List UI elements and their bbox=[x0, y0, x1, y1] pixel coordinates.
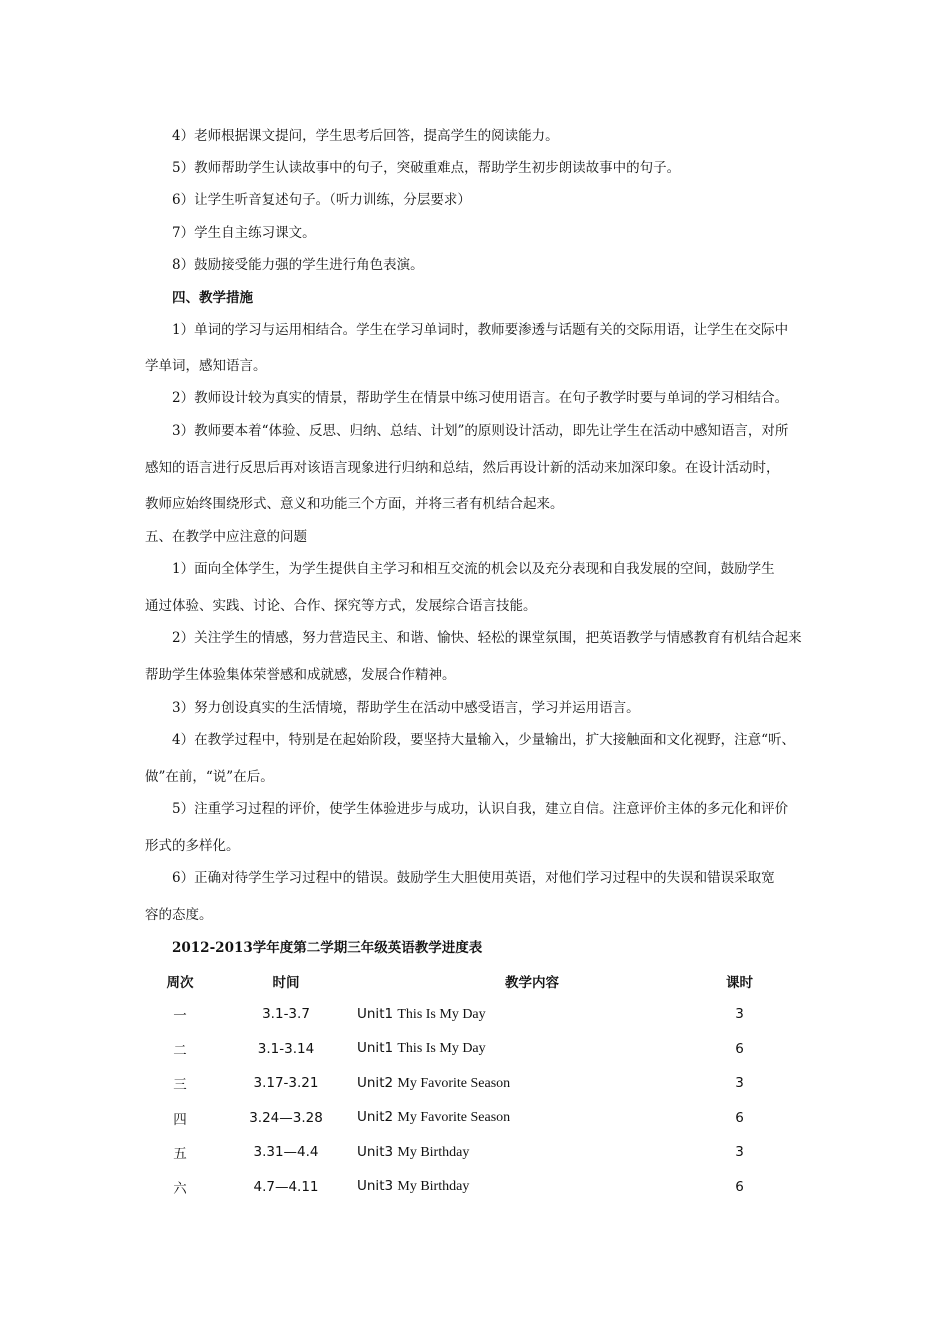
week-cell: 四 bbox=[173, 1111, 187, 1128]
hours-cell: 3 bbox=[735, 1006, 744, 1023]
table-row bbox=[145, 997, 772, 1032]
hours-cell: 6 bbox=[735, 1040, 744, 1057]
content-cell bbox=[357, 1135, 707, 1170]
header-week: 周次 bbox=[166, 975, 194, 991]
hours-cell: 6 bbox=[735, 1109, 744, 1126]
section5-p5-line2: 形式的多样化。 bbox=[145, 838, 240, 854]
step-item-5: 5）教师帮助学生认读故事中的句子，突破重难点，帮助学生初步朗读故事中的句子。 bbox=[172, 160, 681, 176]
schedule-header-row bbox=[145, 965, 772, 997]
unit-title: My Birthday bbox=[397, 1144, 470, 1160]
table-row bbox=[145, 1101, 772, 1136]
unit-label: Unit3 bbox=[357, 1178, 394, 1195]
section4-p1-line1: 1）单词的学习与运用相结合。学生在学习单词时，教师要渗透与话题有关的交际用语，让学生在交际中 bbox=[172, 322, 789, 338]
table-row bbox=[145, 1170, 772, 1205]
section5-p1-line1: 1）面向全体学生，为学生提供自主学习和相互交流的机会以及充分表现和自我发展的空间，鼓励学生 bbox=[172, 561, 775, 577]
section5-p3-line1: 3）努力创设真实的生活情境，帮助学生在活动中感受语言，学习并运用语言。 bbox=[172, 700, 640, 716]
table-row bbox=[145, 1032, 772, 1067]
section5-p2-line2: 帮助学生体验集体荣誉感和成就感，发展合作精神。 bbox=[145, 667, 456, 683]
section5-p6-line1: 6）正确对待学生学习过程中的错误。鼓励学生大胆使用英语，对他们学习过程中的失误和错误采取宽 bbox=[172, 870, 775, 886]
step-item-6: 6）让学生听音复述句子。（听力训练，分层要求） bbox=[172, 192, 471, 208]
schedule-table bbox=[145, 965, 772, 1204]
section4-p1-line2: 学单词，感知语言。 bbox=[145, 358, 267, 374]
hours-cell: 6 bbox=[735, 1178, 744, 1195]
section5-p1-line2: 通过体验、实践、讨论、合作、探究等方式，发展综合语言技能。 bbox=[145, 598, 537, 614]
section5-p4-line2: 做”在前，“说”在后。 bbox=[145, 769, 274, 785]
week-cell: 五 bbox=[173, 1146, 187, 1163]
hours-cell: 3 bbox=[735, 1075, 744, 1092]
week-cell: 三 bbox=[173, 1077, 187, 1094]
section5-heading: 五、在教学中应注意的问题 bbox=[145, 529, 307, 545]
unit-label: Unit2 bbox=[357, 1074, 394, 1091]
step-item-7: 7）学生自主练习课文。 bbox=[172, 225, 316, 241]
content-cell bbox=[357, 1170, 707, 1205]
section4-p2-line1: 2）教师设计较为真实的情景，帮助学生在情景中练习使用语言。在句子教学时要与单词的学习相结合。 bbox=[172, 390, 789, 406]
hours-cell: 3 bbox=[735, 1144, 744, 1161]
unit-label: Unit3 bbox=[357, 1143, 394, 1160]
unit-title: This Is My Day bbox=[397, 1006, 486, 1022]
section5-p6-line2: 容的态度。 bbox=[145, 907, 213, 923]
section4-p3-line3: 教师应始终围绕形式、意义和功能三个方面，并将三者有机结合起来。 bbox=[145, 496, 564, 512]
unit-label: Unit2 bbox=[357, 1109, 394, 1126]
content-cell bbox=[357, 997, 707, 1032]
week-cell: 六 bbox=[173, 1180, 187, 1197]
unit-label: Unit1 bbox=[357, 1005, 394, 1022]
time-cell: 3.24—3.28 bbox=[249, 1109, 323, 1126]
step-item-8: 8）鼓励接受能力强的学生进行角色表演。 bbox=[172, 257, 424, 273]
section4-p3-line1: 3）教师要本着“体验、反思、归纳、总结、计划”的原则设计活动，即先让学生在活动中感知语言，对所 bbox=[172, 423, 789, 439]
schedule-title: 2012-2013学年度第二学期三年级英语教学进度表 bbox=[172, 940, 483, 956]
time-cell: 3.1-3.14 bbox=[257, 1040, 315, 1057]
time-cell: 3.17-3.21 bbox=[253, 1075, 319, 1092]
table-row bbox=[145, 1135, 772, 1170]
section5-p2-line1: 2）关注学生的情感，努力营造民主、和谐、愉快、轻松的课堂氛围，把英语教学与情感教育有机结合起来 bbox=[172, 630, 802, 646]
table-row bbox=[145, 1066, 772, 1101]
week-cell: 一 bbox=[173, 1008, 187, 1025]
section4-p3-line2: 感知的语言进行反思后再对该语言现象进行归纳和总结，然后再设计新的活动来加深印象。在设计活动时， bbox=[145, 460, 780, 476]
header-hours: 课时 bbox=[726, 975, 753, 991]
step-item-4: 4）老师根据课文提问，学生思考后回答，提高学生的阅读能力。 bbox=[172, 128, 559, 144]
week-cell: 二 bbox=[173, 1042, 187, 1059]
content-cell bbox=[357, 1066, 707, 1101]
time-cell: 3.1-3.7 bbox=[262, 1006, 310, 1023]
time-cell: 4.7—4.11 bbox=[253, 1178, 319, 1195]
unit-title: My Favorite Season bbox=[397, 1075, 511, 1091]
section4-heading: 四、教学措施 bbox=[172, 290, 253, 306]
section5-p4-line1: 4）在教学过程中，特别是在起始阶段，要坚持大量输入，少量输出，扩大接触面和文化视野，注意“听、 bbox=[172, 732, 795, 748]
content-cell bbox=[357, 1032, 707, 1067]
unit-title: My Birthday bbox=[397, 1179, 470, 1195]
header-time: 时间 bbox=[272, 975, 300, 991]
unit-label: Unit1 bbox=[357, 1040, 394, 1057]
time-cell: 3.31—4.4 bbox=[253, 1144, 319, 1161]
content-cell bbox=[357, 1101, 707, 1136]
section5-p5-line1: 5）注重学习过程的评价，使学生体验进步与成功，认识自我，建立自信。注意评价主体的多元化和评价 bbox=[172, 801, 789, 817]
header-content: 教学内容 bbox=[505, 975, 559, 991]
unit-title: My Favorite Season bbox=[397, 1110, 511, 1126]
unit-title: This Is My Day bbox=[397, 1041, 486, 1057]
